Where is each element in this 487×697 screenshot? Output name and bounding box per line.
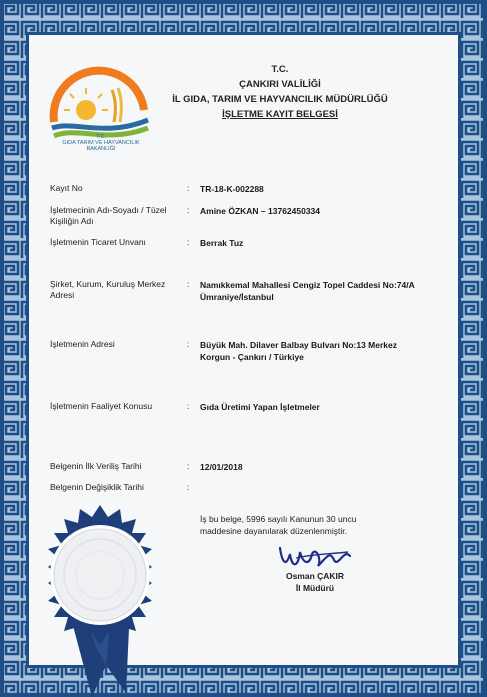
rosette-seal xyxy=(22,497,178,697)
header-directorate: İL GIDA, TARIM VE HAYVANCILIK MÜDÜRLÜĞÜ xyxy=(172,94,388,105)
field-label: İşletmecinin Adı-Soyadı / Tüzel Kişiliğin Adı xyxy=(50,205,167,226)
field-label: Belgenin Değişiklik Tarihi xyxy=(50,482,144,492)
signatory xyxy=(260,570,370,594)
field-label: İşletmenin Faaliyet Konusu xyxy=(50,401,153,411)
header-governorship: ÇANKIRI VALİLİĞİ xyxy=(239,79,321,90)
handwritten-signature xyxy=(260,540,370,574)
field-value: Gıda Üretimi Yapan İşletmeler xyxy=(200,402,320,412)
document-header xyxy=(150,62,410,122)
field-value: Berrak Tuz xyxy=(200,238,244,248)
field-label: Şirket, Kurum, Kuruluş Merkez Adresi xyxy=(50,279,166,300)
field-value: TR-18-K-002288 xyxy=(200,184,264,194)
logo-caption-line2: GIDA TARIM VE HAYVANCILIK xyxy=(62,140,140,146)
legal-note: İş bu belge, 5996 sayılı Kanunun 30 uncu maddesine dayanılarak düzenlenmiştir. xyxy=(200,514,357,536)
field-value: Büyük Mah. Dilaver Balbay Bulvarı No:13 Merkez Korgun - Çankırı / Türkiye xyxy=(200,340,397,362)
field-value: 12/01/2018 xyxy=(200,462,243,472)
logo-caption-line1: T.C. xyxy=(96,134,106,140)
header-country: T.C. xyxy=(271,64,289,75)
logo-caption xyxy=(48,134,154,152)
certificate-page: T.C. GIDA TARIM VE HAYVANCILIK BAKANLIĞI T.C. ÇANKIRI VALİLİĞİ İL GIDA, TARIM VE HAYVANCILIK MÜDÜRLÜĞÜ İŞLETME KAYIT BELGESİ Kayıt No : TR-18-K-002288 İşletmecinin Adı-Soyadı / Tüzel Kişiliğin Adı : Amine ÖZKAN – 13762450334 İşletmenin Ticaret Unvanı : Berrak Tuz Şirket, Kurum, Kuruluş Merkez Adresi : Namıkkemal Mahallesi Cengiz Topel Caddesi No:74/A Ümraniye/İstanbul İşletmenin Adresi : Büyük Mah. Dilaver Balbay Bulvarı No:13 Merkez Korgun - Çankırı / Türkiye İşletmenin Faaliyet Konusu : Gıda Üretimi Yapan İşletmeler Belgenin İlk Veriliş Tarihi : 12/01/2018 Belgenin Değişiklik Tarihi : İş bu belge, 5996 sayılı Kanunun 30 uncu maddesine dayanılarak düzenlenmiştir. Osman ÇAKIR İl Müdürü xyxy=(0,0,487,697)
signatory-title: İl Müdürü xyxy=(295,583,335,593)
field-label: İşletmenin Adresi xyxy=(50,339,115,349)
field-label: Kayıt No xyxy=(50,183,83,193)
field-label: Belgenin İlk Veriliş Tarihi xyxy=(50,461,142,471)
field-label: İşletmenin Ticaret Unvanı xyxy=(50,237,146,247)
field-value: Namıkkemal Mahallesi Cengiz Topel Caddesi No:74/A Ümraniye/İstanbul xyxy=(200,280,415,302)
field-value: Amine ÖZKAN – 13762450334 xyxy=(200,206,321,216)
logo-caption-line3: BAKANLIĞI xyxy=(86,146,116,152)
signatory-name: Osman ÇAKIR xyxy=(285,571,345,581)
document-title: İŞLETME KAYIT BELGESİ xyxy=(222,109,338,120)
